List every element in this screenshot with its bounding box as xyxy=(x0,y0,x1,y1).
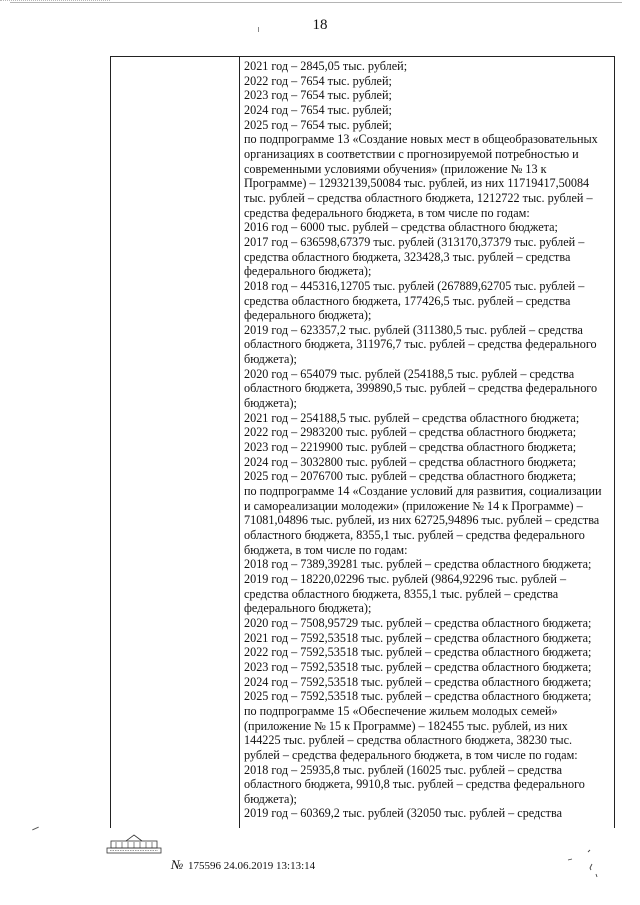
text-line: 2025 год – 2076700 тыс. рублей – средства областного бюджета; xyxy=(244,469,577,484)
text-line: 2017 год – 636598,67379 тыс. рублей (313170,37379 тыс. рублей – xyxy=(244,234,585,249)
text-line: 2020 год – 7508,95729 тыс. рублей – средства областного бюджета; xyxy=(244,615,592,630)
scan-top-line xyxy=(10,2,622,3)
building-stamp-icon xyxy=(106,833,162,855)
text-line: федерального бюджета); xyxy=(244,264,372,279)
text-line: организациях в соответствии с прогнозируемой потребностью и xyxy=(244,146,579,161)
text-line: рублей – средства федерального бюджета, в том числе по годам: xyxy=(244,747,578,762)
text-line: тыс. рублей – средства областного бюджета, 1212722 тыс. рублей – xyxy=(244,190,593,205)
page-number: 18 xyxy=(312,17,328,33)
text-line: 2021 год – 7592,53518 тыс. рублей – средства областного бюджета; xyxy=(244,630,592,645)
text-line: 2023 год – 7654 тыс. рублей; xyxy=(244,88,392,103)
text-line: областного бюджета, 399890,5 тыс. рублей – средства федерального xyxy=(244,381,598,396)
number-sign: № xyxy=(171,857,184,872)
text-line: бюджета); xyxy=(244,791,297,806)
text-line: по подпрограмме 13 «Создание новых мест в общеобразовательных xyxy=(244,132,598,147)
text-line: Программе) – 12932139,50084 тыс. рублей, из них 11719417,50084 xyxy=(244,176,590,191)
text-line: современными условиями обучения» (приложение № 13 к xyxy=(244,161,547,176)
document-registration-code xyxy=(171,857,315,873)
text-line: 2019 год – 18220,02296 тыс. рублей (9864,92296 тыс. рублей – xyxy=(244,571,567,586)
scan-mark xyxy=(258,27,259,32)
text-line: федерального бюджета); xyxy=(244,601,372,616)
text-line: 2022 год – 7592,53518 тыс. рублей – средства областного бюджета; xyxy=(244,645,592,660)
text-line: 2021 год – 2845,05 тыс. рублей; xyxy=(244,59,408,73)
text-line: 144225 тыс. рублей – средства областного бюджета, 38230 тыс. xyxy=(244,733,573,748)
text-line: и самореализации молодежи» (приложение № 14 к Программе) – xyxy=(244,498,583,513)
text-line: средства областного бюджета, 8355,1 тыс. рублей – средства xyxy=(244,586,559,601)
text-line: бюджета); xyxy=(244,396,297,411)
document-table xyxy=(110,56,615,828)
registration-code-text: 175596 24.06.2019 13:13:14 xyxy=(188,860,316,872)
text-line: 2018 год – 445316,12705 тыс. рублей (267889,62705 тыс. рублей – xyxy=(244,278,585,293)
text-line: 2019 год – 60369,2 тыс. рублей (32050 тыс. рублей – средства xyxy=(244,806,562,821)
text-line: 2025 год – 7592,53518 тыс. рублей – средства областного бюджета; xyxy=(244,689,592,704)
text-line: бюджета, в том числе по годам: xyxy=(244,542,408,557)
text-line: 2024 год – 7592,53518 тыс. рублей – средства областного бюджета; xyxy=(244,674,592,689)
scan-mark xyxy=(32,827,39,831)
table-text-column xyxy=(240,57,614,821)
text-line: 2016 год – 6000 тыс. рублей – средства областного бюджета; xyxy=(244,220,558,235)
text-line: 2023 год – 7592,53518 тыс. рублей – средства областного бюджета; xyxy=(244,659,592,674)
text-line: средства областного бюджета, 177426,5 тыс. рублей – средства xyxy=(244,293,571,308)
text-line: средства федерального бюджета, в том числе по годам: xyxy=(244,205,530,220)
handwritten-marks-icon xyxy=(566,846,606,886)
text-line: 2021 год – 254188,5 тыс. рублей – средства областного бюджета; xyxy=(244,410,580,425)
text-line: 2024 год – 3032800 тыс. рублей – средства областного бюджета; xyxy=(244,454,577,469)
text-line: по подпрограмме 15 «Обеспечение жильем молодых семей» xyxy=(244,703,558,718)
text-line: 2022 год – 7654 тыс. рублей; xyxy=(244,73,392,88)
text-line: 2022 год – 2983200 тыс. рублей – средства областного бюджета; xyxy=(244,425,577,440)
text-line: 2020 год – 654079 тыс. рублей (254188,5 тыс. рублей – средства xyxy=(244,366,575,381)
text-line: областного бюджета, 9910,8 тыс. рублей – средства федерального xyxy=(244,777,585,792)
text-line: 2018 год – 25935,8 тыс. рублей (16025 тыс. рублей – средства xyxy=(244,762,562,777)
text-line: (приложение № 15 к Программе) – 182455 тыс. рублей, из них xyxy=(244,718,568,733)
text-line: 2018 год – 7389,39281 тыс. рублей – средства областного бюджета; xyxy=(244,557,592,572)
text-line: федерального бюджета); xyxy=(244,308,372,323)
text-line: 71081,04896 тыс. рублей, из них 62725,94896 тыс. рублей – средства xyxy=(244,513,600,528)
text-line: областного бюджета, 311976,7 тыс. рублей – средства федерального xyxy=(244,337,597,352)
text-line: бюджета); xyxy=(244,352,297,367)
text-line: 2024 год – 7654 тыс. рублей; xyxy=(244,102,392,117)
text-line: 2019 год – 623357,2 тыс. рублей (311380,5 тыс. рублей – средства xyxy=(244,322,583,337)
text-line: 2025 год – 7654 тыс. рублей; xyxy=(244,117,392,132)
text-line: средства областного бюджета, 323428,3 тыс. рублей – средства xyxy=(244,249,571,264)
text-line: 2023 год – 2219900 тыс. рублей – средства областного бюджета; xyxy=(244,440,577,455)
text-line: по подпрограмме 14 «Создание условий для развития, социализации xyxy=(244,484,602,499)
text-line: областного бюджета, 8355,1 тыс. рублей – средства федерального xyxy=(244,528,585,542)
